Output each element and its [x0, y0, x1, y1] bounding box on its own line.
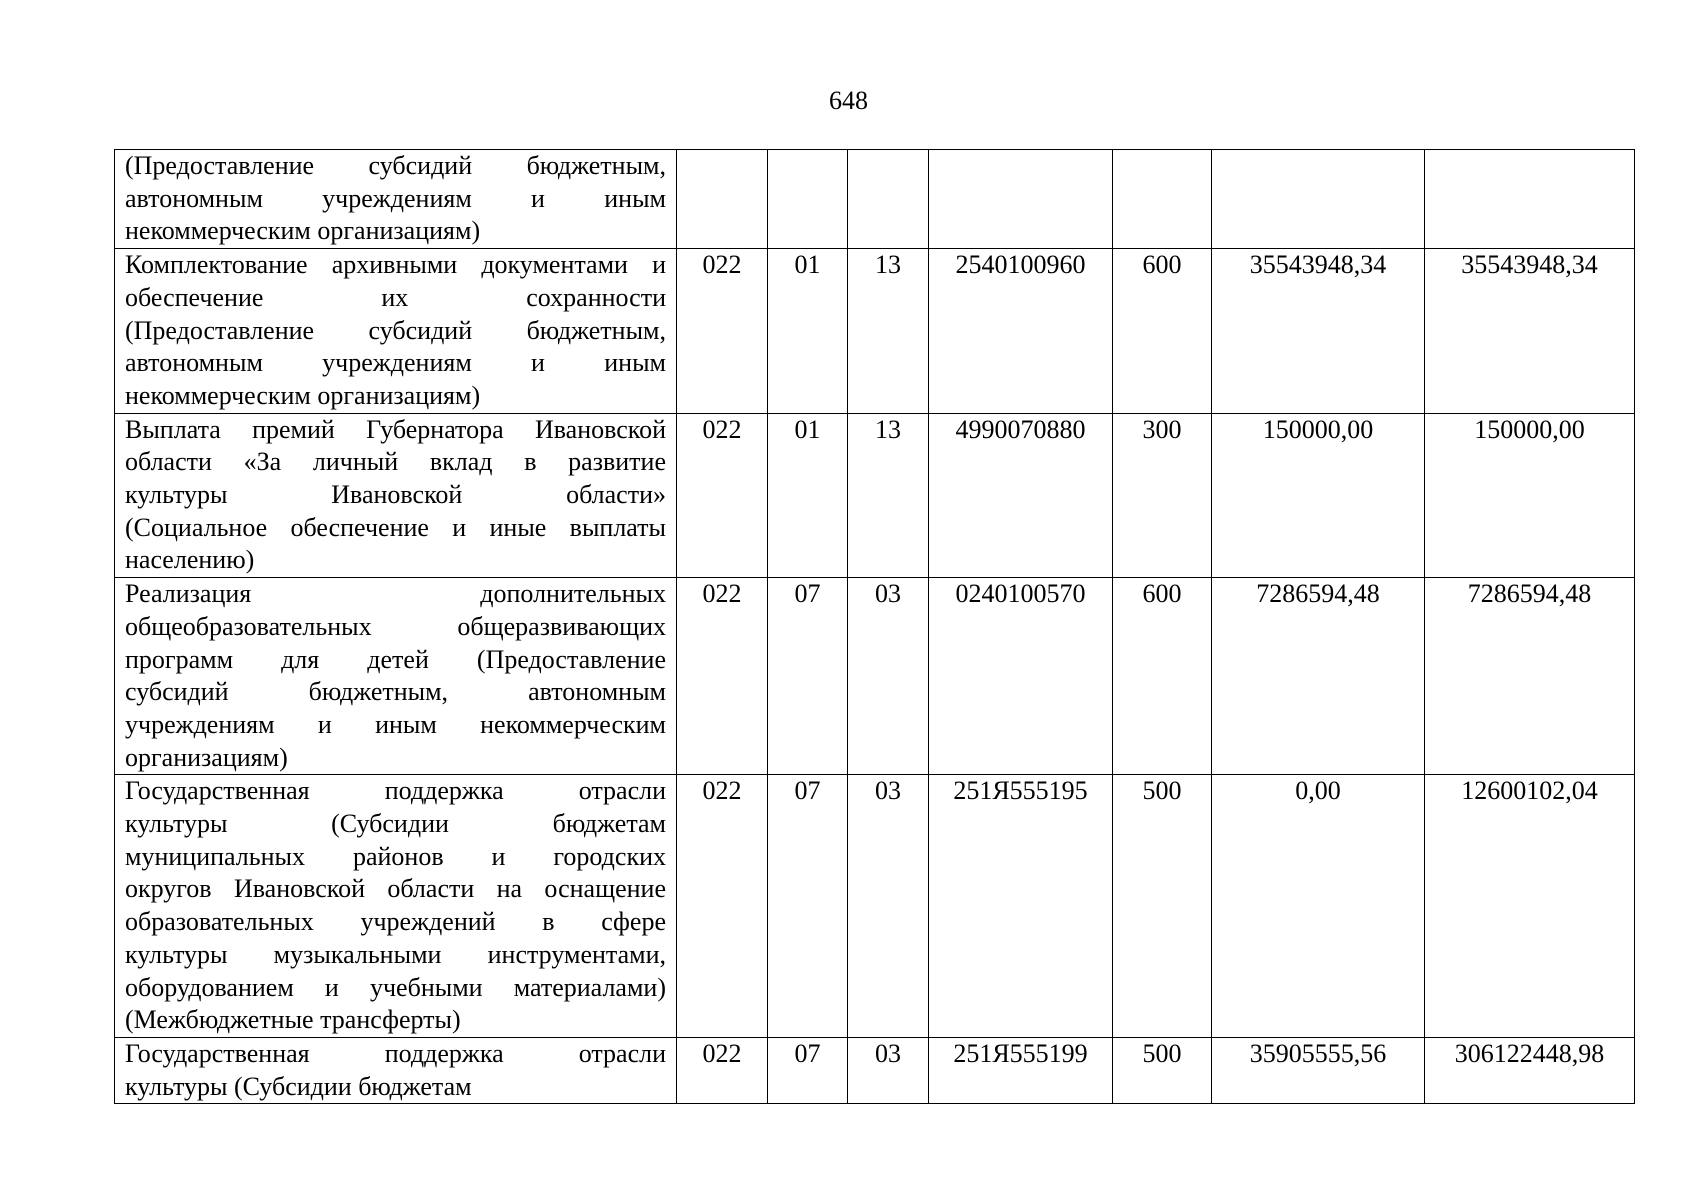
description-line: автономным учреждениям и иным: [125, 348, 666, 378]
cell-section: 01: [768, 249, 848, 414]
cell-amount-2: 7286594,48: [1425, 578, 1635, 775]
description-line: субсидий бюджетным, автономным: [125, 677, 666, 707]
table-row: [115, 775, 1635, 1038]
description-line: Государственная поддержка отрасли: [125, 1038, 666, 1068]
description-line: населению): [125, 545, 255, 575]
cell-ministry: 022: [677, 578, 768, 775]
description-line: организациям): [125, 742, 288, 772]
description-line: (Предоставление субсидий бюджетным,: [125, 151, 666, 180]
cell-amount-1: 35543948,34: [1212, 249, 1425, 414]
cell-amount-1: 150000,00: [1212, 413, 1425, 578]
cell-amount-2: 35543948,34: [1425, 249, 1635, 414]
cell-section: 01: [768, 413, 848, 578]
table-body: [115, 150, 1635, 1104]
cell-amount-1: [1212, 150, 1425, 249]
description-line: некоммерческим организациям): [125, 380, 481, 410]
description-line: культуры (Субсидии бюджетам: [125, 809, 666, 839]
cell-amount-1: 35905555,56: [1212, 1037, 1425, 1103]
cell-amount-2: [1425, 150, 1635, 249]
description-line: (Социальное обеспечение и иные выплаты: [125, 512, 666, 542]
cell-subsection: 03: [848, 775, 929, 1038]
row-description: [115, 249, 677, 414]
cell-subsection: [848, 150, 929, 249]
cell-expense-type: [1113, 150, 1212, 249]
description-line: культуры Ивановской области»: [125, 480, 666, 510]
cell-target-article: [929, 150, 1113, 249]
page-number: 648: [829, 86, 868, 115]
cell-amount-2: 12600102,04: [1425, 775, 1635, 1038]
cell-ministry: 022: [677, 775, 768, 1038]
cell-expense-type: 300: [1113, 413, 1212, 578]
cell-expense-type: 600: [1113, 578, 1212, 775]
row-description: [115, 578, 677, 775]
cell-amount-1: 7286594,48: [1212, 578, 1425, 775]
cell-amount-2: 150000,00: [1425, 413, 1635, 578]
cell-expense-type: 500: [1113, 1037, 1212, 1103]
cell-target-article: 0240100570: [929, 578, 1113, 775]
cell-expense-type: 500: [1113, 775, 1212, 1038]
cell-ministry: 022: [677, 413, 768, 578]
row-description: [115, 775, 677, 1038]
cell-subsection: 13: [848, 249, 929, 414]
description-line: области «За личный вклад в развитие: [125, 447, 666, 477]
table-row: [115, 150, 1635, 249]
cell-amount-1: 0,00: [1212, 775, 1425, 1038]
row-description: [115, 150, 677, 249]
description-line: общеобразовательных общеразвивающих: [125, 611, 666, 641]
description-line: некоммерческим организациям): [125, 216, 481, 246]
description-line: Комплектование архивными документами и: [125, 250, 666, 280]
description-line: (Предоставление субсидий бюджетным,: [125, 315, 666, 345]
cell-ministry: 022: [677, 1037, 768, 1103]
cell-section: 07: [768, 578, 848, 775]
cell-subsection: 13: [848, 413, 929, 578]
description-line: Выплата премий Губернатора Ивановской: [125, 414, 666, 444]
description-line: оборудованием и учебными материалами): [125, 972, 666, 1002]
description-line: (Межбюджетные трансферты): [125, 1005, 461, 1035]
description-line: автономным учреждениям и иным: [125, 183, 666, 213]
cell-ministry: [677, 150, 768, 249]
cell-section: 07: [768, 1037, 848, 1103]
description-line: учреждениям и иным некоммерческим: [125, 709, 666, 739]
description-line: Государственная поддержка отрасли: [125, 776, 666, 806]
description-line: муниципальных районов и городских: [125, 841, 666, 871]
description-line: Реализация дополнительных: [125, 579, 666, 609]
description-line: образовательных учреждений в сфере: [125, 907, 666, 937]
description-line: обеспечение их сохранности: [125, 282, 666, 312]
cell-target-article: 251Я555199: [929, 1037, 1113, 1103]
description-line: округов Ивановской области на оснащение: [125, 874, 666, 904]
table-row: [115, 578, 1635, 775]
table-row: [115, 249, 1635, 414]
table-row: [115, 1037, 1635, 1103]
row-description: [115, 1037, 677, 1103]
budget-table: [114, 149, 1635, 1104]
cell-expense-type: 600: [1113, 249, 1212, 414]
table-row: [115, 413, 1635, 578]
description-line: программ для детей (Предоставление: [125, 644, 666, 674]
cell-amount-2: 306122448,98: [1425, 1037, 1635, 1103]
cell-subsection: 03: [848, 1037, 929, 1103]
cell-ministry: 022: [677, 249, 768, 414]
cell-section: [768, 150, 848, 249]
row-description: [115, 413, 677, 578]
cell-target-article: 4990070880: [929, 413, 1113, 578]
cell-target-article: 2540100960: [929, 249, 1113, 414]
cell-section: 07: [768, 775, 848, 1038]
description-line: культуры музыкальными инструментами,: [125, 939, 666, 969]
description-line: культуры (Субсидии бюджетам: [125, 1071, 472, 1101]
cell-subsection: 03: [848, 578, 929, 775]
cell-target-article: 251Я555195: [929, 775, 1113, 1038]
